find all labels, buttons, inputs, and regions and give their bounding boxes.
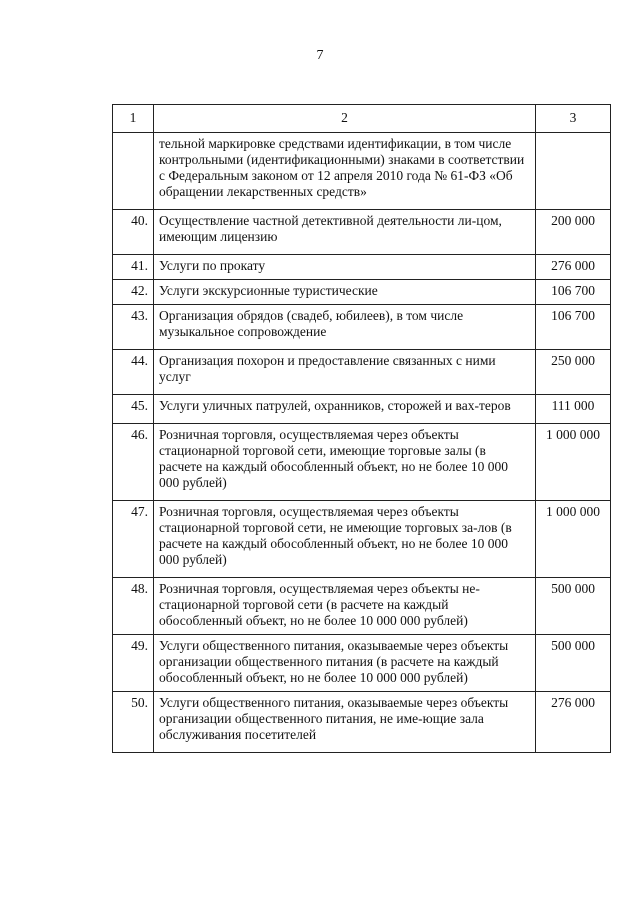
header-col-3: 3 (536, 105, 611, 133)
row-description: Розничная торговля, осуществляемая через объекты стационарной торговой сети, имеющие торговые залы (в расчете на каждый обособленный объект, но не более 10 000 000 рублей) (154, 424, 536, 501)
table-row (113, 305, 611, 350)
row-description: Организация обрядов (свадеб, юбилеев), в том числе музыкальное сопровождение (154, 305, 536, 350)
services-table (112, 104, 611, 753)
row-amount: 106 700 (536, 280, 611, 305)
row-description: Розничная торговля, осуществляемая через объекты стационарной торговой сети, не имеющие торговых за-лов (в расчете на каждый обособленный объект, но не более 10 000 000 рублей) (154, 501, 536, 578)
row-description: Осуществление частной детективной деятельности ли-цом, имеющим лицензию (154, 210, 536, 255)
table-row (113, 424, 611, 501)
header-col-1: 1 (113, 105, 154, 133)
row-number: 45. (113, 395, 154, 424)
row-description: Услуги экскурсионные туристические (154, 280, 536, 305)
table-row (113, 635, 611, 692)
row-amount: 200 000 (536, 210, 611, 255)
table-row (113, 578, 611, 635)
row-description: тельной маркировке средствами идентификации, в том числе контрольными (идентификационными) знаками в соответствии с Федеральным законом от 12 апреля 2010 года № 61-ФЗ «Об обращении лекарственных средств» (154, 133, 536, 210)
row-description: Услуги уличных патрулей, охранников, сторожей и вах-теров (154, 395, 536, 424)
row-number: 49. (113, 635, 154, 692)
table-row (113, 395, 611, 424)
row-number (113, 133, 154, 210)
row-number: 40. (113, 210, 154, 255)
row-amount: 106 700 (536, 305, 611, 350)
row-description: Услуги по прокату (154, 255, 536, 280)
header-row (113, 105, 611, 133)
row-description: Розничная торговля, осуществляемая через объекты не-стационарной торговой сети (в расчете на каждый обособленный объект, но не более 10 000 000 рублей) (154, 578, 536, 635)
row-amount: 500 000 (536, 635, 611, 692)
table-row (113, 255, 611, 280)
row-number: 48. (113, 578, 154, 635)
table-row (113, 280, 611, 305)
table-row (113, 350, 611, 395)
row-description: Организация похорон и предоставление связанных с ними услуг (154, 350, 536, 395)
table-row (113, 692, 611, 753)
row-amount: 1 000 000 (536, 501, 611, 578)
row-number: 50. (113, 692, 154, 753)
row-number: 46. (113, 424, 154, 501)
row-number: 44. (113, 350, 154, 395)
row-number: 41. (113, 255, 154, 280)
row-number: 43. (113, 305, 154, 350)
row-number: 42. (113, 280, 154, 305)
row-amount: 500 000 (536, 578, 611, 635)
row-number: 47. (113, 501, 154, 578)
table-row (113, 210, 611, 255)
row-amount: 276 000 (536, 692, 611, 753)
row-description: Услуги общественного питания, оказываемые через объекты организации общественного питания, не име-ющие зала обслуживания посетителей (154, 692, 536, 753)
row-amount: 250 000 (536, 350, 611, 395)
row-amount: 111 000 (536, 395, 611, 424)
row-amount: 1 000 000 (536, 424, 611, 501)
row-amount (536, 133, 611, 210)
table-row (113, 501, 611, 578)
continuation-row (113, 133, 611, 210)
header-col-2: 2 (154, 105, 536, 133)
row-amount: 276 000 (536, 255, 611, 280)
row-description: Услуги общественного питания, оказываемые через объекты организации общественного питания (в расчете на каждый обособленный объект, но не более 10 000 000 рублей) (154, 635, 536, 692)
page-number: 7 (316, 48, 324, 63)
